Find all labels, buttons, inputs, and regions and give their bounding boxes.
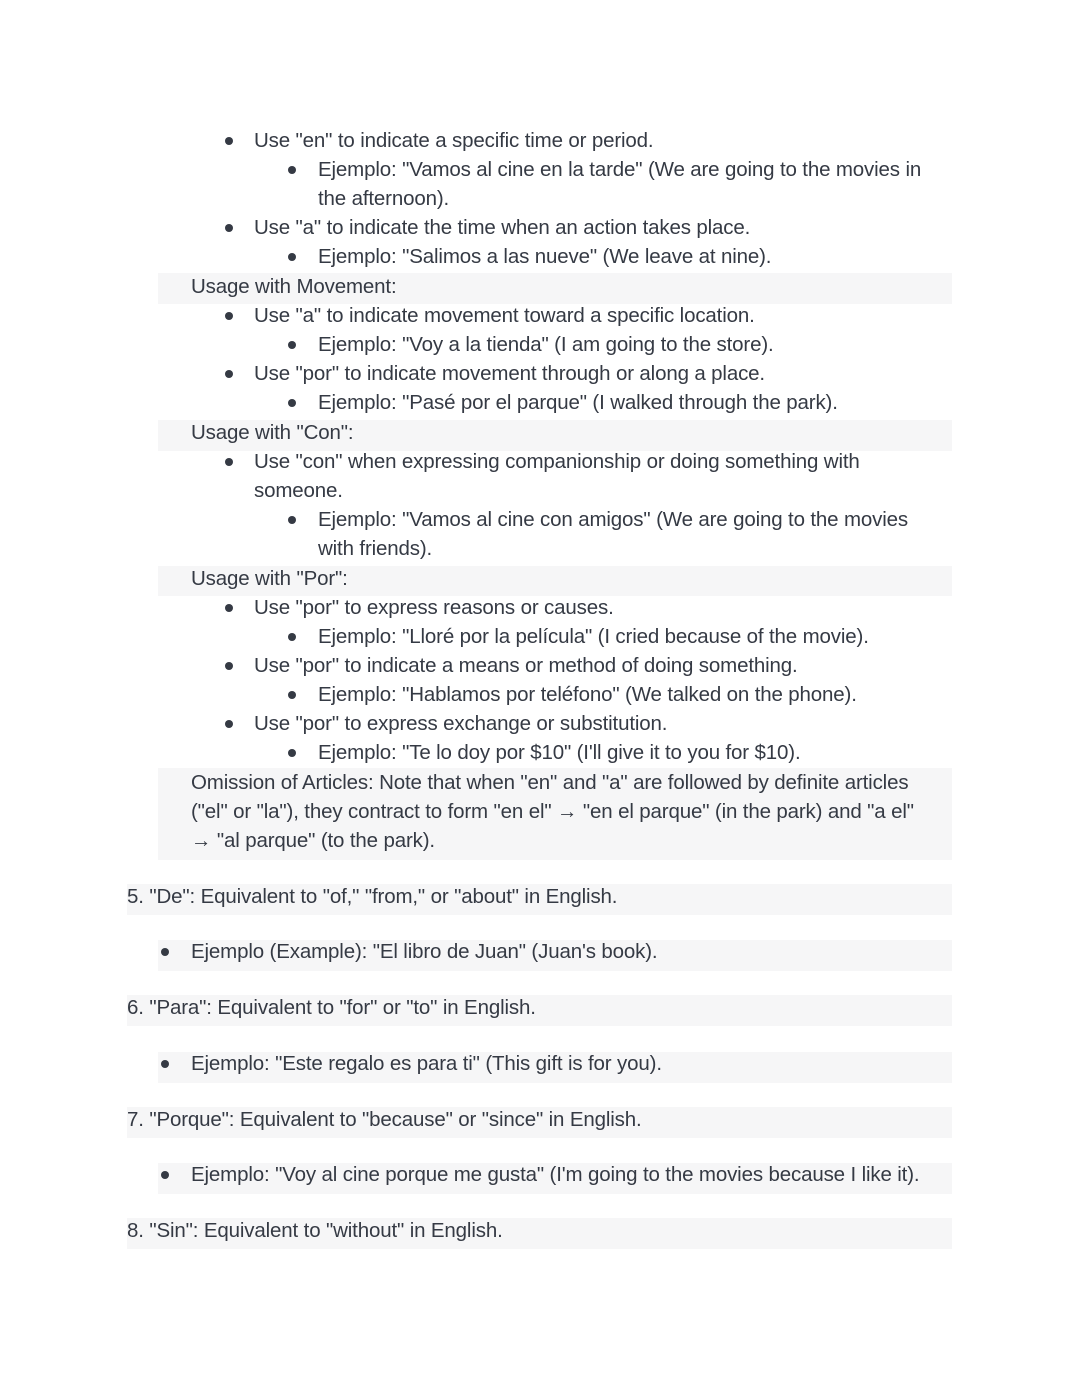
example-line: Ejemplo: "Te lo doy por $10" (I'll give it to you for $10). bbox=[318, 741, 801, 764]
example-line: Ejemplo: "Pasé por el parque" (I walked through the park). bbox=[318, 391, 838, 414]
example-line: Ejemplo: "Voy a la tienda" (I am going to the store). bbox=[318, 333, 774, 356]
example-line: Ejemplo: "Hablamos por teléfono" (We talked on the phone). bbox=[318, 683, 857, 706]
bullet-icon bbox=[225, 370, 233, 378]
list-item: Use "por" to express reasons or causes. bbox=[254, 596, 614, 619]
example-line: the afternoon). bbox=[318, 187, 450, 210]
bullet-icon bbox=[225, 224, 233, 232]
bullet-icon bbox=[288, 341, 296, 349]
note-line: Omission of Articles: Note that when "en" and "a" are followed by definite articles bbox=[191, 771, 909, 794]
numbered-item: 8. "Sin": Equivalent to "without" in English. bbox=[127, 1219, 503, 1242]
bullet-icon bbox=[225, 604, 233, 612]
list-item: Use "por" to express exchange or substitution. bbox=[254, 712, 668, 735]
list-item: Use "a" to indicate movement toward a specific location. bbox=[254, 304, 755, 327]
list-item: Use "en" to indicate a specific time or period. bbox=[254, 129, 654, 152]
bullet-icon bbox=[225, 458, 233, 466]
example-line: Ejemplo: "Vamos al cine en la tarde" (We are going to the movies in bbox=[318, 158, 922, 181]
bullet-icon bbox=[288, 633, 296, 641]
bullet-icon bbox=[288, 166, 296, 174]
list-item: Use "a" to indicate the time when an action takes place. bbox=[254, 216, 751, 239]
numbered-item: 7. "Porque": Equivalent to "because" or "since" in English. bbox=[127, 1108, 642, 1131]
list-item: Use "por" to indicate a means or method of doing something. bbox=[254, 654, 798, 677]
example-line: Ejemplo: "Lloré por la película" (I cried because of the movie). bbox=[318, 625, 869, 648]
numbered-item: 6. "Para": Equivalent to "for" or "to" in English. bbox=[127, 996, 536, 1019]
bullet-icon bbox=[225, 312, 233, 320]
bullet-icon bbox=[225, 720, 233, 728]
list-item: Use "por" to indicate movement through or along a place. bbox=[254, 362, 765, 385]
note-line: ("el" or "la"), they contract to form "en el" → "en el parque" (in the park) and "a el" bbox=[191, 800, 914, 823]
list-item: someone. bbox=[254, 479, 343, 502]
bullet-icon bbox=[288, 253, 296, 261]
section-heading: Usage with "Por": bbox=[191, 567, 348, 590]
example-line: with friends). bbox=[318, 537, 433, 560]
bullet-icon bbox=[288, 516, 296, 524]
section-heading: Usage with "Con": bbox=[191, 421, 354, 444]
bullet-icon bbox=[288, 399, 296, 407]
example-line: Ejemplo: "Vamos al cine con amigos" (We are going to the movies bbox=[318, 508, 909, 531]
example-line: Ejemplo: "Voy al cine porque me gusta" (I'm going to the movies because I like it). bbox=[191, 1163, 920, 1186]
list-item: Use "con" when expressing companionship or doing something with bbox=[254, 450, 860, 473]
note-line: → "al parque" (to the park). bbox=[191, 829, 435, 852]
bullet-icon bbox=[161, 1060, 169, 1068]
bullet-icon bbox=[288, 749, 296, 757]
bullet-icon bbox=[161, 948, 169, 956]
bullet-icon bbox=[161, 1171, 169, 1179]
section-heading: Usage with Movement: bbox=[191, 275, 397, 298]
numbered-item: 5. "De": Equivalent to "of," "from," or "about" in English. bbox=[127, 885, 618, 908]
bullet-icon bbox=[288, 691, 296, 699]
bullet-icon bbox=[225, 137, 233, 145]
example-line: Ejemplo: "Este regalo es para ti" (This gift is for you). bbox=[191, 1052, 662, 1075]
example-line: Ejemplo (Example): "El libro de Juan" (Juan's book). bbox=[191, 940, 658, 963]
example-line: Ejemplo: "Salimos a las nueve" (We leave at nine). bbox=[318, 245, 772, 268]
bullet-icon bbox=[225, 662, 233, 670]
